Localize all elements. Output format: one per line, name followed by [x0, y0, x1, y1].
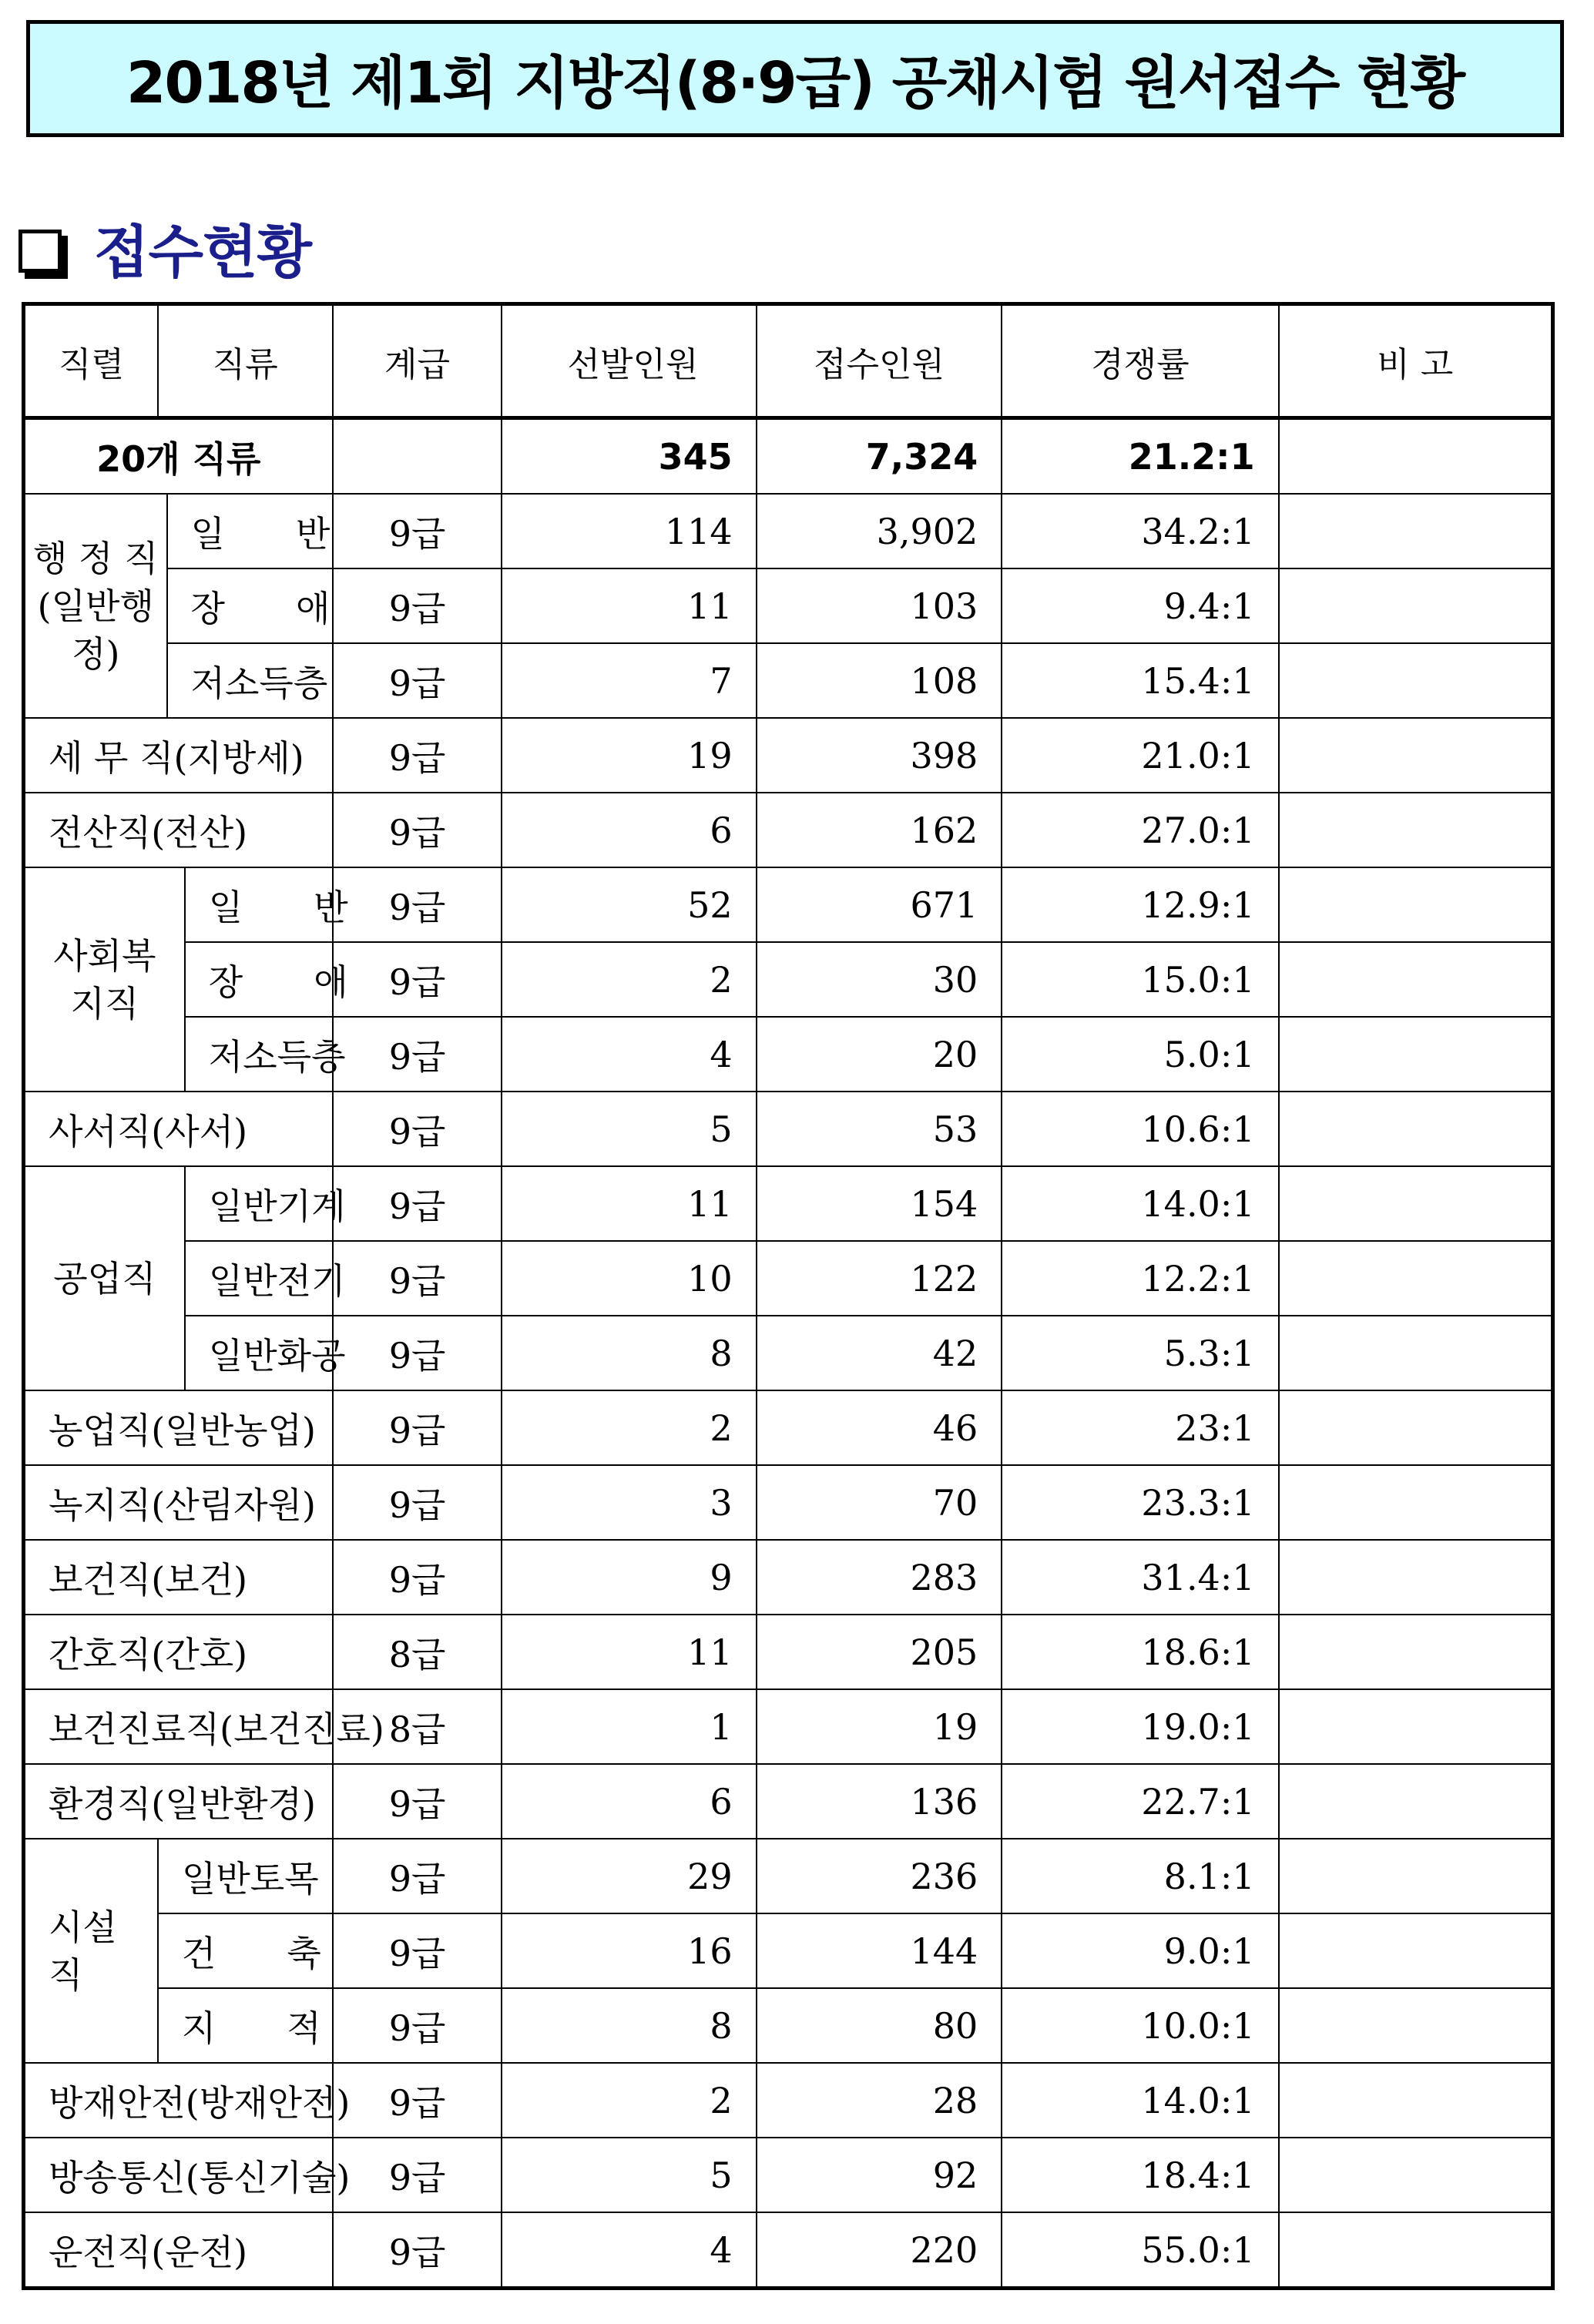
section-title: 접수현황 [94, 220, 311, 286]
competition-ratio-cell: 14.0:1 [1002, 1166, 1278, 1241]
table-row [24, 2212, 1553, 2289]
grade-cell: 9급 [333, 1988, 502, 2063]
header-applied: 접수인원 [757, 304, 1002, 418]
note-cell [1279, 1988, 1553, 2063]
selected-count-cell: 6 [502, 1764, 756, 1839]
header-ratio: 경쟁률 [1002, 304, 1278, 418]
competition-ratio-cell: 55.0:1 [1002, 2212, 1278, 2289]
selected-count-cell: 2 [502, 1390, 756, 1465]
category-label: 장 애 [167, 568, 333, 643]
total-grade [333, 418, 502, 495]
applied-count-cell: 162 [757, 793, 1002, 867]
competition-ratio-cell: 5.0:1 [1002, 1017, 1278, 1092]
category-label: 저소득층 [167, 643, 333, 718]
series-label: 세 무 직(지방세) [24, 718, 333, 793]
note-cell [1279, 1465, 1553, 1540]
grade-cell: 9급 [333, 1390, 502, 1465]
series-label: 환경직(일반환경) [24, 1764, 333, 1839]
selected-count-cell: 8 [502, 1316, 756, 1390]
table-row [24, 718, 1553, 793]
note-cell [1279, 1615, 1553, 1689]
note-cell [1279, 2212, 1553, 2289]
category-label: 일 반 [185, 867, 333, 942]
competition-ratio-cell: 12.2:1 [1002, 1241, 1278, 1316]
applied-count-cell: 103 [757, 568, 1002, 643]
table-row [24, 2063, 1553, 2138]
table-row [24, 793, 1553, 867]
selected-count-cell: 8 [502, 1988, 756, 2063]
selected-count-cell: 4 [502, 1017, 756, 1092]
table-row [24, 643, 1553, 718]
table-row [24, 1764, 1553, 1839]
note-cell [1279, 1764, 1553, 1839]
grade-cell: 9급 [333, 1166, 502, 1241]
section-heading [18, 210, 311, 287]
grade-cell: 9급 [333, 1465, 502, 1540]
category-label: 일반기계 [185, 1166, 333, 1241]
grade-cell: 8급 [333, 1689, 502, 1764]
grade-cell: 9급 [333, 942, 502, 1017]
table-row [24, 1316, 1553, 1390]
category-label: 장 애 [185, 942, 333, 1017]
category-label: 건 축 [158, 1913, 333, 1988]
note-cell [1279, 1540, 1553, 1615]
applied-count-cell: 19 [757, 1689, 1002, 1764]
header-category: 직류 [158, 304, 333, 418]
competition-ratio-cell: 18.4:1 [1002, 2138, 1278, 2212]
total-row [24, 418, 1553, 495]
total-applied: 7,324 [757, 418, 1002, 495]
note-cell [1279, 1390, 1553, 1465]
selected-count-cell: 3 [502, 1465, 756, 1540]
table-row [24, 1017, 1553, 1092]
competition-ratio-cell: 8.1:1 [1002, 1839, 1278, 1913]
selected-count-cell: 11 [502, 1166, 756, 1241]
grade-cell: 8급 [333, 1615, 502, 1689]
grade-cell: 9급 [333, 1241, 502, 1316]
header-series: 직렬 [24, 304, 158, 418]
note-cell [1279, 2138, 1553, 2212]
grade-cell: 9급 [333, 494, 502, 568]
grade-cell: 9급 [333, 2138, 502, 2212]
selected-count-cell: 6 [502, 793, 756, 867]
grade-cell: 9급 [333, 1316, 502, 1390]
selected-count-cell: 29 [502, 1839, 756, 1913]
note-cell [1279, 867, 1553, 942]
selected-count-cell: 1 [502, 1689, 756, 1764]
checkbox-square-icon [18, 230, 62, 273]
series-label: 행 정 직 (일반행정) [24, 494, 167, 718]
selected-count-cell: 9 [502, 1540, 756, 1615]
table-row [24, 1615, 1553, 1689]
series-label: 전산직(전산) [24, 793, 333, 867]
competition-ratio-cell: 15.4:1 [1002, 643, 1278, 718]
series-label: 사회복지직 [24, 867, 185, 1092]
applied-count-cell: 42 [757, 1316, 1002, 1390]
applied-count-cell: 28 [757, 2063, 1002, 2138]
table-row [24, 1092, 1553, 1166]
note-cell [1279, 1017, 1553, 1092]
competition-ratio-cell: 23:1 [1002, 1390, 1278, 1465]
note-cell [1279, 1092, 1553, 1166]
applied-count-cell: 154 [757, 1166, 1002, 1241]
series-label: 방송통신(통신기술) [24, 2138, 333, 2212]
note-cell [1279, 1316, 1553, 1390]
table-row [24, 1913, 1553, 1988]
selected-count-cell: 11 [502, 568, 756, 643]
table-row [24, 1241, 1553, 1316]
note-cell [1279, 942, 1553, 1017]
selected-count-cell: 2 [502, 942, 756, 1017]
grade-cell: 9급 [333, 1017, 502, 1092]
applied-count-cell: 46 [757, 1390, 1002, 1465]
total-ratio: 21.2:1 [1002, 418, 1278, 495]
selected-count-cell: 19 [502, 718, 756, 793]
table-row [24, 494, 1553, 568]
note-cell [1279, 494, 1553, 568]
table-row [24, 2138, 1553, 2212]
applied-count-cell: 20 [757, 1017, 1002, 1092]
competition-ratio-cell: 27.0:1 [1002, 793, 1278, 867]
selected-count-cell: 5 [502, 2138, 756, 2212]
note-cell [1279, 643, 1553, 718]
competition-ratio-cell: 14.0:1 [1002, 2063, 1278, 2138]
table-row [24, 1540, 1553, 1615]
selected-count-cell: 7 [502, 643, 756, 718]
competition-ratio-cell: 15.0:1 [1002, 942, 1278, 1017]
total-selected: 345 [502, 418, 756, 495]
series-label: 시설직 [24, 1839, 158, 2063]
grade-cell: 9급 [333, 1913, 502, 1988]
note-cell [1279, 718, 1553, 793]
total-label: 20개 직류 [24, 418, 333, 495]
selected-count-cell: 11 [502, 1615, 756, 1689]
note-cell [1279, 568, 1553, 643]
note-cell [1279, 1241, 1553, 1316]
grade-cell: 9급 [333, 1764, 502, 1839]
document-title: 2018년 제1회 지방직(8·9급) 공채시험 원서접수 현황 [26, 20, 1564, 137]
table-row [24, 1465, 1553, 1540]
grade-cell: 9급 [333, 867, 502, 942]
category-label: 저소득층 [185, 1017, 333, 1092]
table-row [24, 1390, 1553, 1465]
applied-count-cell: 3,902 [757, 494, 1002, 568]
applied-count-cell: 220 [757, 2212, 1002, 2289]
header-grade: 계급 [333, 304, 502, 418]
series-label: 보건진료직(보건진료) [24, 1689, 333, 1764]
category-label: 일반토목 [158, 1839, 333, 1913]
note-cell [1279, 1839, 1553, 1913]
competition-ratio-cell: 31.4:1 [1002, 1540, 1278, 1615]
table-row [24, 1839, 1553, 1913]
header-selected: 선발인원 [502, 304, 756, 418]
applied-count-cell: 236 [757, 1839, 1002, 1913]
applied-count-cell: 92 [757, 2138, 1002, 2212]
series-label: 운전직(운전) [24, 2212, 333, 2289]
table-row [24, 1166, 1553, 1241]
competition-ratio-cell: 5.3:1 [1002, 1316, 1278, 1390]
category-label: 일 반 [167, 494, 333, 568]
grade-cell: 9급 [333, 643, 502, 718]
series-label: 공업직 [24, 1166, 185, 1390]
table-row [24, 1689, 1553, 1764]
selected-count-cell: 16 [502, 1913, 756, 1988]
note-cell [1279, 1166, 1553, 1241]
competition-ratio-cell: 22.7:1 [1002, 1764, 1278, 1839]
applied-count-cell: 205 [757, 1615, 1002, 1689]
competition-ratio-cell: 21.0:1 [1002, 718, 1278, 793]
competition-ratio-cell: 19.0:1 [1002, 1689, 1278, 1764]
series-label: 사서직(사서) [24, 1092, 333, 1166]
category-label: 일반전기 [185, 1241, 333, 1316]
selected-count-cell: 52 [502, 867, 756, 942]
table-row [24, 568, 1553, 643]
selected-count-cell: 114 [502, 494, 756, 568]
note-cell [1279, 793, 1553, 867]
grade-cell: 9급 [333, 1092, 502, 1166]
series-label: 보건직(보건) [24, 1540, 333, 1615]
applied-count-cell: 136 [757, 1764, 1002, 1839]
grade-cell: 9급 [333, 2212, 502, 2289]
note-cell [1279, 1913, 1553, 1988]
grade-cell: 9급 [333, 1540, 502, 1615]
selected-count-cell: 5 [502, 1092, 756, 1166]
grade-cell: 9급 [333, 2063, 502, 2138]
competition-ratio-cell: 10.6:1 [1002, 1092, 1278, 1166]
competition-ratio-cell: 9.0:1 [1002, 1913, 1278, 1988]
header-note: 비 고 [1279, 304, 1553, 418]
grade-cell: 9급 [333, 793, 502, 867]
applied-count-cell: 53 [757, 1092, 1002, 1166]
applied-count-cell: 283 [757, 1540, 1002, 1615]
grade-cell: 9급 [333, 718, 502, 793]
applied-count-cell: 108 [757, 643, 1002, 718]
application-status-table [22, 302, 1555, 2290]
note-cell [1279, 1689, 1553, 1764]
grade-cell: 9급 [333, 1839, 502, 1913]
selected-count-cell: 2 [502, 2063, 756, 2138]
applied-count-cell: 122 [757, 1241, 1002, 1316]
applied-count-cell: 30 [757, 942, 1002, 1017]
competition-ratio-cell: 9.4:1 [1002, 568, 1278, 643]
series-label: 녹지직(산림자원) [24, 1465, 333, 1540]
total-note [1279, 418, 1553, 495]
competition-ratio-cell: 12.9:1 [1002, 867, 1278, 942]
table-row [24, 1988, 1553, 2063]
competition-ratio-cell: 18.6:1 [1002, 1615, 1278, 1689]
applied-count-cell: 80 [757, 1988, 1002, 2063]
competition-ratio-cell: 23.3:1 [1002, 1465, 1278, 1540]
table-row [24, 942, 1553, 1017]
category-label: 일반화공 [185, 1316, 333, 1390]
applied-count-cell: 671 [757, 867, 1002, 942]
grade-cell: 9급 [333, 568, 502, 643]
applied-count-cell: 398 [757, 718, 1002, 793]
selected-count-cell: 10 [502, 1241, 756, 1316]
applied-count-cell: 70 [757, 1465, 1002, 1540]
table-row [24, 867, 1553, 942]
series-label: 방재안전(방재안전) [24, 2063, 333, 2138]
selected-count-cell: 4 [502, 2212, 756, 2289]
competition-ratio-cell: 34.2:1 [1002, 494, 1278, 568]
category-label: 지 적 [158, 1988, 333, 2063]
series-label: 농업직(일반농업) [24, 1390, 333, 1465]
competition-ratio-cell: 10.0:1 [1002, 1988, 1278, 2063]
applied-count-cell: 144 [757, 1913, 1002, 1988]
note-cell [1279, 2063, 1553, 2138]
table-header-row [24, 304, 1553, 418]
series-label: 간호직(간호) [24, 1615, 333, 1689]
